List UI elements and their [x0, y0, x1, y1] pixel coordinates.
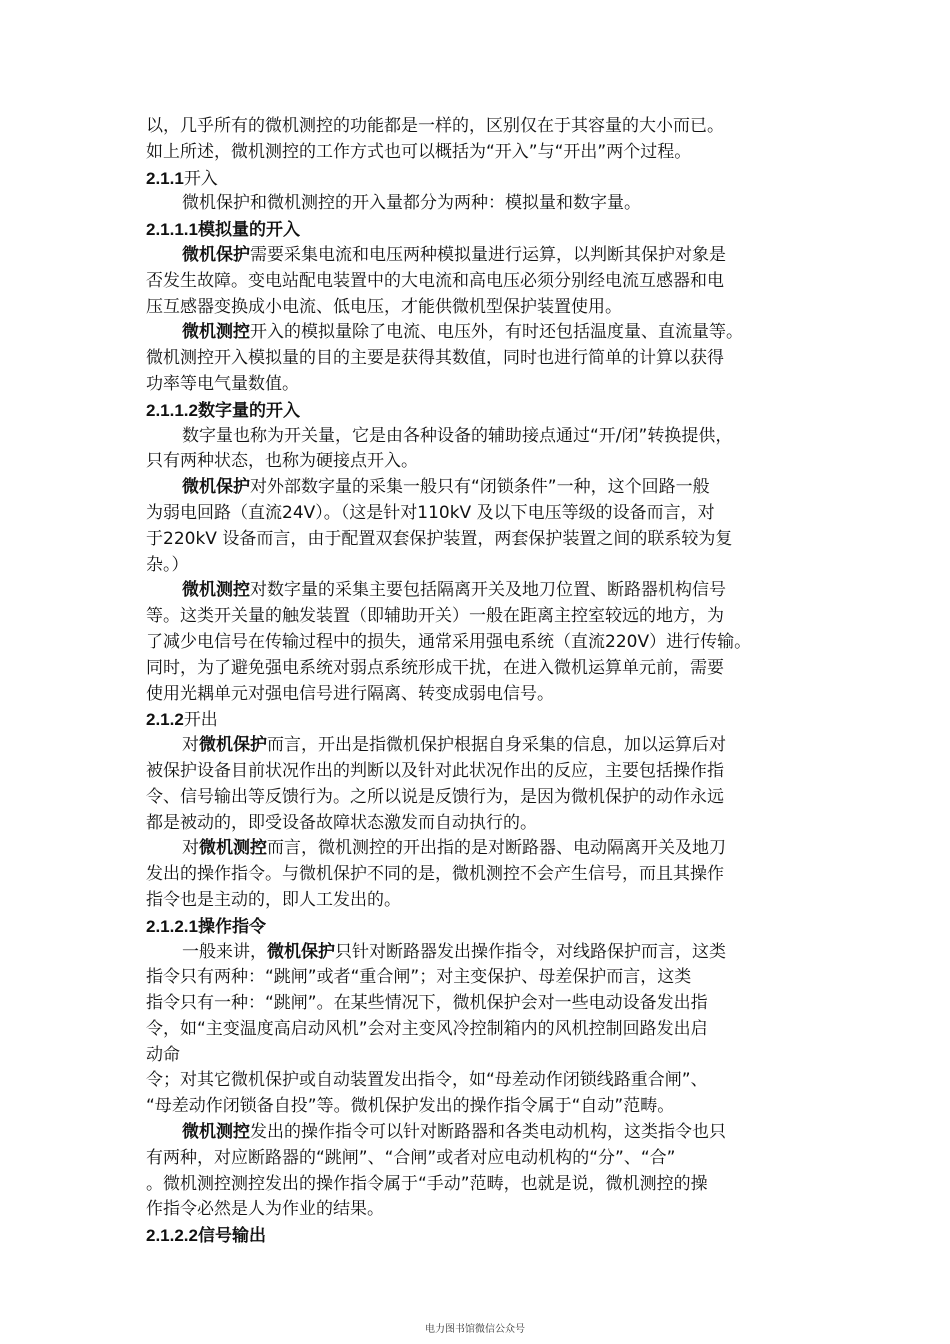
paragraph-line: 微机测控对数字量的采集主要包括隔离开关及地刀位置、断路器机构信号	[182, 580, 726, 601]
paragraph-line: 指令只有两种：“跳闸”或者“重合闸”；对主变保护、母差保护而言，这类	[146, 967, 692, 988]
paragraph-line: 微机保护和微机测控的开入量都分为两种：模拟量和数字量。	[182, 193, 641, 214]
paragraph-line: 功率等电气量数值。	[146, 373, 299, 394]
paragraph-line: 一般来讲，微机保护只针对断路器发出操作指令，对线路保护而言，这类	[182, 941, 726, 962]
paragraph-line: 使用光耦单元对强电信号进行隔离、转变成弱电信号。	[146, 683, 554, 704]
paragraph-line: 同时，为了避免强电系统对弱点系统形成干扰，在进入微机运算单元前，需要	[146, 657, 724, 678]
paragraph-line: 被保护设备目前状况作出的判断以及针对此状况作出的反应，主要包括操作指	[146, 760, 724, 781]
paragraph-line: 于220kV 设备而言，由于配置双套保护装置，两套保护装置之间的联系较为复	[146, 528, 733, 549]
paragraph-line: 对微机保护而言，开出是指微机保护根据自身采集的信息，加以运算后对	[182, 735, 726, 756]
page-footer: 电力图书馆微信公众号	[425, 1324, 525, 1335]
bold-term: 微机测控	[182, 1122, 250, 1143]
paragraph-line: 只有两种状态，也称为硬接点开入。	[146, 451, 418, 472]
section-heading-2-1-2-2: 2.1.2.2信号输出	[146, 1226, 266, 1246]
bold-term: 微机测控	[182, 322, 250, 343]
paragraph-line: 微机保护需要采集电流和电压两种模拟量进行运算，以判断其保护对象是	[182, 244, 726, 265]
paragraph-line: 压互感器变换成小电流、低电压，才能供微机型保护装置使用。	[146, 296, 622, 317]
bold-term: 微机测控	[182, 580, 250, 601]
paragraph-line: 否发生故障。变电站配电装置中的大电流和高电压必须分别经电流互感器和电	[146, 270, 724, 291]
section-heading-2-1-1	[146, 166, 814, 192]
paragraph-line: 微机保护对外部数字量的采集一般只有“闭锁条件”一种，这个回路一般	[182, 477, 710, 498]
paragraph-line: 为弱电回路（直流24V）。（这是针对110kV 及以下电压等级的设备而言，对	[146, 502, 715, 523]
paragraph-line: 令；对其它微机保护或自动装置发出指令，如“母差动作闭锁线路重合闸”、	[146, 1070, 708, 1091]
paragraph-line: 数字量也称为开关量，它是由各种设备的辅助接点通过“开/闭”转换提供，	[182, 425, 733, 446]
section-heading-2-1-2-1: 2.1.2.1操作指令	[146, 916, 266, 936]
paragraph-line: 微机测控开入的模拟量除了电流、电压外，有时还包括温度量、直流量等。	[182, 322, 743, 343]
section-heading-2-1-2	[146, 707, 814, 733]
paragraph-line: 微机测控开入模拟量的目的主要是获得其数值，同时也进行简单的计算以获得	[146, 348, 724, 369]
section-heading-2-1-1-1: 2.1.1.1模拟量的开入	[146, 220, 300, 240]
paragraph-line: 有两种，对应断路器的“跳闸”、“合闸”或者对应电动机构的“分”、“合”	[146, 1147, 676, 1168]
paragraph-line: 对微机测控而言，微机测控的开出指的是对断路器、电动隔离开关及地刀	[182, 838, 726, 859]
paragraph-line: 以，几乎所有的微机测控的功能都是一样的，区别仅在于其容量的大小而已。	[146, 116, 724, 136]
paragraph-line: 等。这类开关量的触发装置（即辅助开关）一般在距离主控室较远的地方，为	[146, 606, 724, 627]
bold-term: 微机保护	[182, 244, 250, 265]
section-number: 2.1.1	[146, 168, 184, 188]
section-number: 2.1.2	[146, 710, 184, 730]
section-title: 开出	[183, 710, 218, 730]
paragraph-line: 杂。）	[146, 554, 189, 575]
bold-term: 微机测控	[199, 838, 267, 859]
paragraph-line: 动命	[146, 1044, 180, 1065]
bold-term: 微机保护	[199, 735, 267, 756]
paragraph-line: 。微机测控测控发出的操作指令属于“手动”范畴，也就是说，微机测控的操	[146, 1173, 708, 1194]
paragraph-line: 发出的操作指令。与微机保护不同的是，微机测控不会产生信号，而且其操作	[146, 864, 724, 885]
paragraph-line: 令，如“主变温度高启动风机”会对主变风冷控制箱内的风机控制回路发出启	[146, 1018, 708, 1039]
paragraph-line: 作指令必然是人为作业的结果。	[146, 1199, 384, 1220]
paragraph-line: 都是被动的，即受设备故障状态激发而自动执行的。	[146, 812, 537, 833]
section-title: 开入	[183, 168, 218, 188]
paragraph-line: 指令也是主动的，即人工发出的。	[146, 889, 401, 910]
bold-term: 微机保护	[182, 477, 250, 498]
paragraph-line: 微机测控发出的操作指令可以针对断路器和各类电动机构，这类指令也只	[182, 1122, 726, 1143]
paragraph-line: 指令只有一种：“跳闸”。在某些情况下，微机保护会对一些电动设备发出指	[146, 993, 708, 1014]
paragraph-line: 如上所述，微机测控的工作方式也可以概括为“开入”与“开出”两个过程。	[146, 141, 692, 162]
paragraph-line: 了减少电信号在传输过程中的损失，通常采用强电系统（直流220V）进行传输。	[146, 631, 752, 652]
paragraph-line: “母差动作闭锁备自投”等。微机保护发出的操作指令属于“自动”范畴。	[146, 1096, 675, 1117]
document-body	[146, 114, 814, 1249]
section-heading-2-1-1-2: 2.1.1.2数字量的开入	[146, 400, 300, 420]
bold-term: 微机保护	[267, 941, 335, 962]
paragraph-line: 令、信号输出等反馈行为。之所以说是反馈行为，是因为微机保护的动作永远	[146, 786, 724, 807]
